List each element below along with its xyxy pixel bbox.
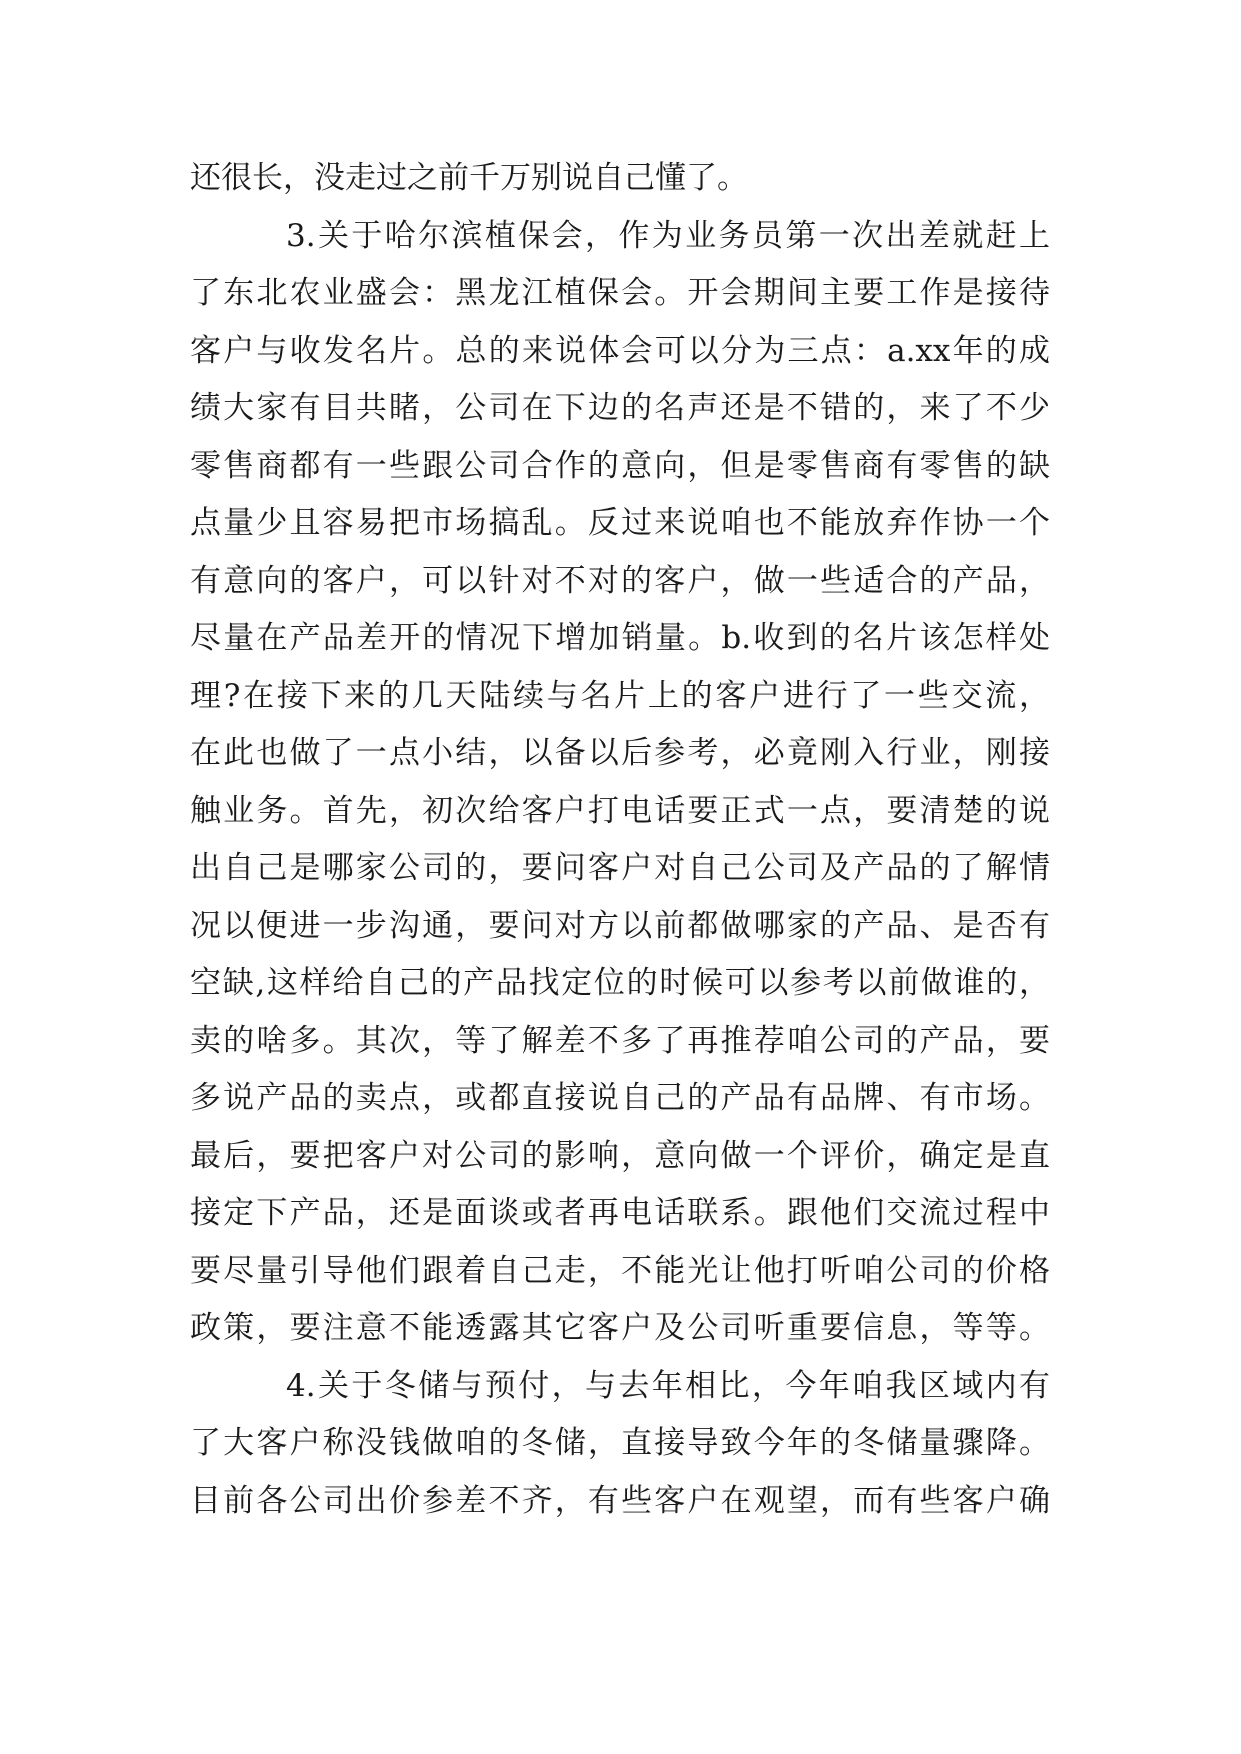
text-line: 目前各公司出价参差不齐，有些客户在观望，而有些客户确	[190, 1482, 1050, 1519]
text-line: 最后，要把客户对公司的影响，意向做一个评价，确定是直	[190, 1137, 1050, 1174]
text-line: 要尽量引导他们跟着自己走，不能光让他打听咱公司的价格	[190, 1252, 1050, 1289]
text-line: 有意向的客户，可以针对不对的客户，做一些适合的产品，	[190, 562, 1050, 599]
text-line: 还很长，没走过之前千万别说自己懂了。	[190, 160, 748, 196]
text-line: 绩大家有目共睹，公司在下边的名声还是不错的，来了不少	[190, 390, 1050, 426]
paragraph-start-line: 4.关于冬储与预付，与去年相比，今年咱我区域内有	[286, 1367, 1050, 1404]
text-line: 了大客户称没钱做咱的冬储，直接导致今年的冬储量骤降。	[190, 1425, 1050, 1461]
text-line: 卖的啥多。其次，等了解差不多了再推荐咱公司的产品，要	[190, 1022, 1050, 1059]
text-line: 尽量在产品差开的情况下增加销量。b.收到的名片该怎样处	[190, 620, 1050, 656]
text-line: 零售商都有一些跟公司合作的意向，但是零售商有零售的缺	[190, 447, 1050, 484]
paragraph-start-line: 3.关于哈尔滨植保会，作为业务员第一次出差就赶上	[286, 217, 1050, 254]
text-line: 空缺,这样给自己的产品找定位的时候可以参考以前做谁的，	[190, 965, 1050, 1001]
text-line: 客户与收发名片。总的来说体会可以分为三点：a.xx年的成	[190, 332, 1050, 369]
text-line: 触业务。首先，初次给客户打电话要正式一点，要清楚的说	[190, 792, 1050, 829]
document-body	[190, 150, 1050, 1530]
text-line: 点量少且容易把市场搞乱。反过来说咱也不能放弃作协一个	[190, 505, 1050, 541]
text-line: 出自己是哪家公司的，要问客户对自己公司及产品的了解情	[190, 850, 1050, 886]
text-line: 理?在接下来的几天陆续与名片上的客户进行了一些交流，	[190, 677, 1050, 714]
text-line: 况以便进一步沟通，要问对方以前都做哪家的产品、是否有	[190, 907, 1050, 944]
text-line: 政策，要注意不能透露其它客户及公司听重要信息，等等。	[190, 1310, 1050, 1346]
text-line: 了东北农业盛会：黑龙江植保会。开会期间主要工作是接待	[190, 275, 1050, 311]
text-line: 多说产品的卖点，或都直接说自己的产品有品牌、有市场。	[190, 1080, 1050, 1116]
text-line: 在此也做了一点小结，以备以后参考，必竟刚入行业，刚接	[190, 735, 1050, 771]
text-line: 接定下产品，还是面谈或者再电话联系。跟他们交流过程中	[190, 1195, 1050, 1231]
